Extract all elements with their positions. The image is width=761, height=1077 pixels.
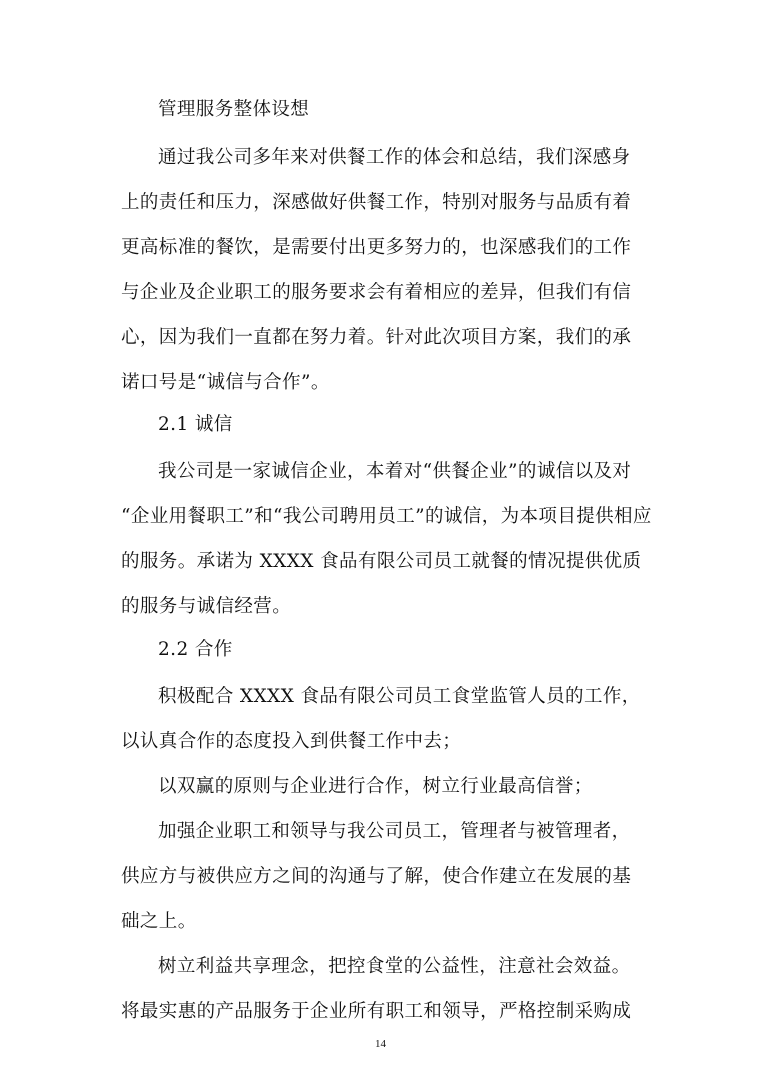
paragraph-line: 以认真合作的态度投入到供餐工作中去； <box>121 731 462 752</box>
paragraph-line: 将最实惠的产品服务于企业所有职工和领导，严格控制采购成 <box>121 1001 632 1022</box>
paragraph-line: 更高标准的餐饮，是需要付出更多努力的，也深感我们的工作 <box>121 237 632 258</box>
paragraph-line: 上的责任和压力，深感做好供餐工作，特别对服务与品质有着 <box>121 192 632 213</box>
paragraph-line: 以双赢的原则与企业进行合作，树立行业最高信誉； <box>158 776 593 797</box>
paragraph-line: “企业用餐职工”和“我公司聘用员工”的诚信，为本项目提供相应 <box>121 506 652 527</box>
paragraph-line: 通过我公司多年来对供餐工作的体会和总结，我们深感身 <box>158 147 631 168</box>
page-number: 14 <box>375 1038 386 1050</box>
paragraph-line: 础之上。 <box>121 911 197 932</box>
section-heading: 管理服务整体设想 <box>158 99 310 120</box>
paragraph-line: 加强企业职工和领导与我公司员工，管理者与被管理者， <box>158 821 631 842</box>
paragraph-line: 我公司是一家诚信企业，本着对“供餐企业”的诚信以及对 <box>158 461 632 482</box>
subsection-heading: 2.2 合作 <box>158 639 233 660</box>
paragraph-line: 的服务与诚信经营。 <box>121 596 292 617</box>
paragraph-line: 供应方与被供应方之间的沟通与了解，使合作建立在发展的基 <box>121 866 632 887</box>
paragraph-line: 积极配合 XXXX 食品有限公司员工食堂监管人员的工作， <box>158 686 641 707</box>
paragraph-line: 心，因为我们一直都在努力着。针对此次项目方案，我们的承 <box>121 327 632 348</box>
paragraph-line: 与企业及企业职工的服务要求会有着相应的差异，但我们有信 <box>121 282 632 303</box>
paragraph-line: 树立利益共享理念，把控食堂的公益性，注意社会效益。 <box>158 956 631 977</box>
paragraph-line: 的服务。承诺为 XXXX 食品有限公司员工就餐的情况提供优质 <box>121 551 642 572</box>
paragraph-line: 诺口号是“诚信与合作”。 <box>121 372 330 393</box>
subsection-heading: 2.1 诚信 <box>158 414 233 435</box>
